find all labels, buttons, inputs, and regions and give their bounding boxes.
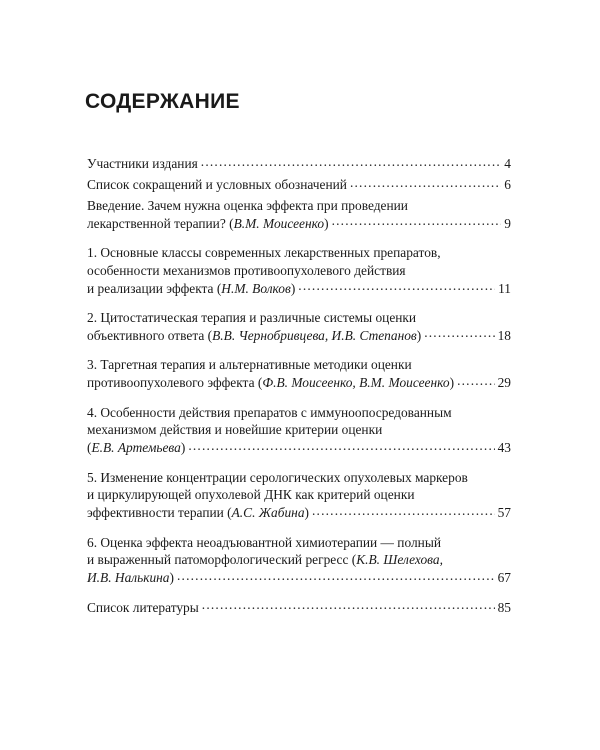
toc-entry-title: Участники издания <box>87 156 198 172</box>
toc-entry-chapter-3[interactable] <box>87 356 511 391</box>
toc-entry-title: 1. Основные классы современных лекарственных препаратов, <box>87 245 441 261</box>
toc-entry-title: 2. Цитостатическая терапия и различные системы оценки <box>87 310 417 326</box>
toc-page-number: 57 <box>497 505 511 521</box>
toc-entry-title: особенности механизмов противоопухолевого действия <box>87 262 406 278</box>
toc-entry-line <box>87 327 511 345</box>
toc-entry-title-part: ) <box>449 375 455 391</box>
toc-entry-chapter-2[interactable] <box>87 309 511 344</box>
dot-leader <box>424 327 494 340</box>
dot-leader <box>312 504 495 517</box>
dot-leader <box>457 374 495 387</box>
toc-page-number: 67 <box>497 570 511 586</box>
dot-leader <box>188 439 494 452</box>
toc-entry-line <box>87 356 511 374</box>
toc-entry-author: Е.В. Артемьева <box>91 440 181 456</box>
toc-entry-author: Ф.В. Моисеенко, В.М. Моисеенко <box>262 375 450 391</box>
toc-entry-title-part: и выраженный патоморфологический регресс ( <box>87 552 357 568</box>
toc-entry-line <box>87 197 511 215</box>
toc-entry-line <box>87 486 511 504</box>
toc-entry-line <box>87 309 511 327</box>
toc-entry-author: В.В. Чернобривцева, И.В. Степанов <box>212 327 417 343</box>
toc-page-number: 11 <box>498 280 511 296</box>
toc-entry-line <box>87 504 511 522</box>
toc-entry-introduction[interactable] <box>87 197 511 232</box>
toc-entry-participants[interactable] <box>87 155 511 173</box>
toc-entry-title-part: ) <box>304 505 309 521</box>
toc-entry-chapter-4[interactable] <box>87 404 511 457</box>
toc-entry-title: механизмом действия и новейшие критерии оценки <box>87 422 383 438</box>
toc-entry-chapter-1[interactable] <box>87 244 511 297</box>
toc-entry-title-part: объективного ответа ( <box>87 327 213 343</box>
toc-entry-title <box>87 551 443 569</box>
toc-entry-line <box>87 279 511 297</box>
toc-entry-chapter-5[interactable] <box>87 469 511 522</box>
toc-entry-title <box>87 280 295 298</box>
toc-page-number: 9 <box>504 215 511 231</box>
toc-entry-title <box>87 439 185 457</box>
toc-entry-references[interactable] <box>87 599 511 617</box>
toc-entry-line <box>87 421 511 439</box>
toc-entry-title <box>87 569 174 587</box>
toc-entry-line <box>87 404 511 422</box>
toc-entry-line <box>87 551 511 569</box>
toc-entry-title <box>87 327 421 345</box>
toc-entry-author: К.В. Шелехова, <box>356 552 443 568</box>
page-title: СОДЕРЖАНИЕ <box>85 90 240 113</box>
toc-entry-chapter-6[interactable] <box>87 534 511 587</box>
toc-entry-title-part: ) <box>416 327 422 343</box>
dot-leader <box>202 599 495 612</box>
toc-entry-line <box>87 534 511 552</box>
toc-entry-title: 6. Оценка эффекта неоадъювантной химиотерапии — полный <box>87 534 441 550</box>
toc-entry-line <box>87 214 511 232</box>
toc-entry-title-part: противоопухолевого эффекта ( <box>87 375 263 391</box>
toc-entry-title: 3. Таргетная терапия и альтернативные методики оценки <box>87 357 412 373</box>
toc-entry-title-part: ) <box>324 215 329 231</box>
toc-entry-title-part: и реализации эффекта ( <box>87 280 222 296</box>
toc-entry-title-part: ( <box>87 440 92 456</box>
toc-entry-line <box>87 262 511 280</box>
toc-entry-title-part: эффективности терапии ( <box>87 505 232 521</box>
dot-leader <box>298 279 495 292</box>
toc-entry-title: Список литературы <box>87 599 199 615</box>
toc-page-number: 43 <box>497 440 511 456</box>
toc-entry-line <box>87 469 511 487</box>
toc-entry-line <box>87 176 511 194</box>
toc-entry-line <box>87 374 511 392</box>
toc-entry-title <box>87 215 329 233</box>
toc-entry-line <box>87 155 511 173</box>
dot-leader <box>177 569 495 582</box>
toc-page-number: 29 <box>497 375 511 391</box>
toc-entry-line <box>87 439 511 457</box>
toc-entry-author: В.М. Моисеенко <box>233 215 325 231</box>
dot-leader <box>350 176 501 189</box>
toc-entry-line <box>87 244 511 262</box>
toc-entry-title: 5. Изменение концентрации серологических опухолевых маркеров <box>87 469 468 485</box>
toc-page-number: 85 <box>497 599 511 615</box>
table-of-contents <box>87 155 511 616</box>
toc-entry-title: 4. Особенности действия препаратов с иммуноопосредованным <box>87 404 452 420</box>
toc-entry-title-part: лекарственной терапии? ( <box>87 215 234 231</box>
dot-leader <box>332 214 502 227</box>
toc-entry-author: А.С. Жабина <box>231 505 305 521</box>
dot-leader <box>201 155 502 168</box>
toc-entry-title: Введение. Зачем нужна оценка эффекта при проведении <box>87 197 408 213</box>
toc-entry-title: и циркулирующей опухолевой ДНК как критерий оценки <box>87 487 415 503</box>
toc-entry-author: И.В. Налькина <box>87 570 170 586</box>
toc-entry-title-part: ) <box>169 570 174 586</box>
toc-entry-title: Список сокращений и условных обозначений <box>87 177 347 193</box>
toc-page-number: 4 <box>504 156 511 172</box>
toc-entry-title <box>87 374 454 392</box>
toc-entry-line <box>87 569 511 587</box>
toc-page-number: 18 <box>497 327 511 343</box>
toc-entry-line <box>87 599 511 617</box>
toc-page-number: 6 <box>504 177 511 193</box>
toc-entry-abbreviations[interactable] <box>87 176 511 194</box>
toc-entry-title-part: ) <box>180 440 186 456</box>
toc-entry-title-part: ) <box>290 280 296 296</box>
toc-entry-title <box>87 504 309 522</box>
toc-entry-author: Н.М. Волков <box>221 280 291 296</box>
